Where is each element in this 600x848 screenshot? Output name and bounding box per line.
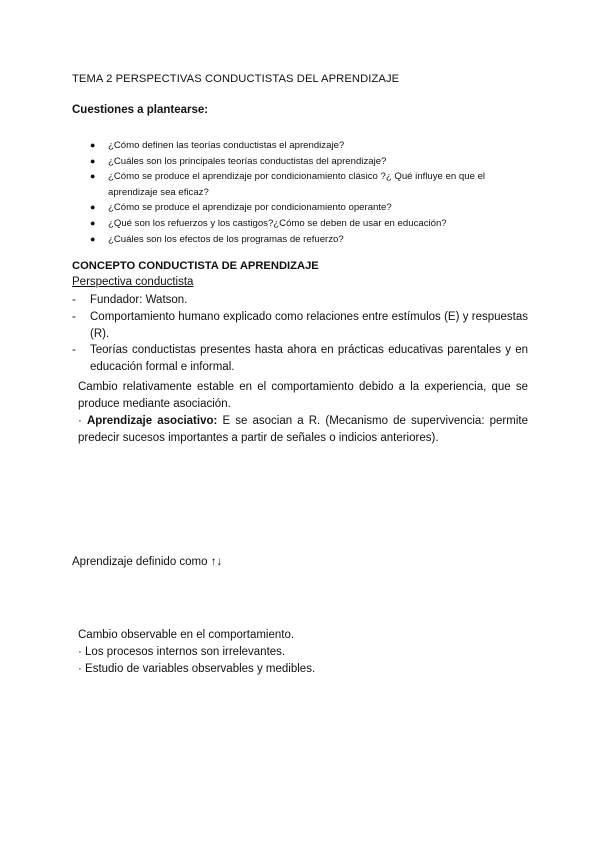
list-item (72, 292, 528, 309)
question-text: ¿Qué son los refuerzos y los castigos?¿Cómo se deben de usar en educación? (108, 217, 447, 229)
bullet-icon: ● (90, 140, 96, 150)
bullet-icon: ● (90, 233, 96, 244)
dash-marker: - (72, 311, 76, 323)
bullet-icon: ● (90, 155, 96, 166)
defined-as-line: Aprendizaje definido como ↑↓ (72, 556, 223, 568)
list-item (90, 169, 530, 200)
item-text: Teorías conductistas presentes hasta ahora en prácticas educativas parentales y en educación formal e informal. (90, 344, 528, 373)
list-item (90, 232, 530, 248)
list-item (90, 200, 530, 216)
bullet-icon: ● (90, 202, 96, 213)
list-item (72, 342, 528, 376)
final-block (78, 627, 315, 678)
question-text: ¿Cómo se produce el aprendizaje por condicionamiento operante? (108, 202, 392, 214)
item-text: Fundador: Watson. (90, 294, 188, 306)
final-line: · Los procesos internos son irrelevantes. (78, 646, 286, 658)
final-line: · Estudio de variables observables y medibles. (78, 663, 316, 675)
list-item (90, 216, 530, 232)
associative-label: Aprendizaje asociativo: (86, 415, 218, 427)
bullet-icon: ● (90, 171, 96, 182)
definition-paragraph: Cambio relativamente estable en el comportamiento debido a la experiencia, que se produce mediante asociación. (78, 381, 528, 410)
bullet-icon: ● (90, 217, 96, 228)
question-text: ¿Cuáles son los efectos de los programas de refuerzo? (108, 233, 344, 245)
dash-marker: - (72, 294, 76, 306)
list-item (90, 138, 530, 154)
item-text: Comportamiento humano explicado como relaciones entre estímulos (E) y respuestas (R). (90, 311, 528, 340)
document-title: TEMA 2 PERSPECTIVAS CONDUCTISTAS DEL APRENDIZAJE (72, 73, 400, 85)
list-item (72, 309, 528, 343)
perspective-subheading: Perspectiva conductista (72, 276, 194, 288)
questions-heading: Cuestiones a plantearse: (72, 104, 209, 116)
associative-text: E se asocian a R. (Mecanismo de supervivencia: permite predecir sucesos importantes a partir de señales o indicios anteriores). (78, 415, 528, 444)
middot-marker: · (78, 415, 87, 427)
final-line: Cambio observable en el comportamiento. (78, 629, 295, 641)
question-text: ¿Cómo se produce el aprendizaje por condicionamiento clásico ?¿ Qué influye en que el aprendizaje sea eficaz? (108, 171, 486, 198)
list-item (90, 154, 530, 170)
question-text: ¿Cuáles son los principales teorías conductistas del aprendizaje? (108, 155, 387, 167)
question-text: ¿Cómo definen las teorías conductistas el aprendizaje? (108, 140, 345, 151)
questions-list (90, 138, 530, 247)
section-heading: CONCEPTO CONDUCTISTA DE APRENDIZAJE (72, 260, 319, 272)
associative-paragraph (78, 413, 528, 447)
dash-marker: - (72, 344, 76, 356)
